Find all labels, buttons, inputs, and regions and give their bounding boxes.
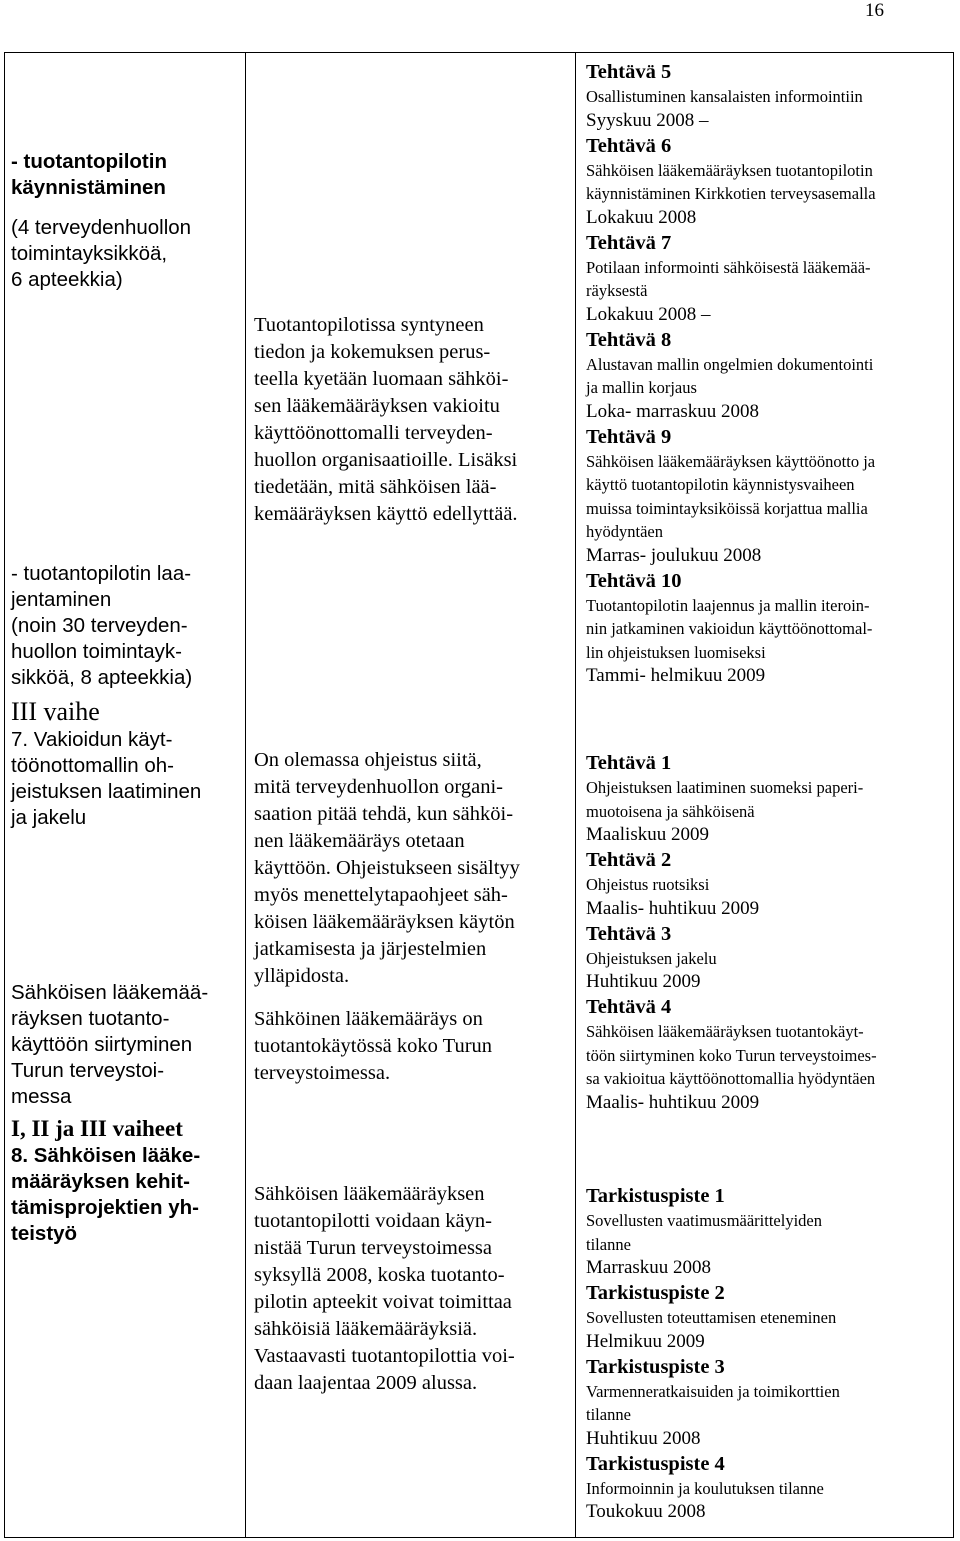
outcome-paragraph-1: [254, 312, 572, 544]
outcome-text-1: [254, 312, 572, 528]
text-line: jatkamisesta ja järjestelmien: [254, 938, 487, 960]
task-date: Toukokuu 2008: [586, 1501, 706, 1522]
outcome-text-2: [254, 747, 572, 990]
text-line: Vastaavasti tuotantopilottia voi-: [254, 1345, 515, 1367]
text-line: sähköisiä lääkemääräyksiä.: [254, 1318, 478, 1340]
task-description-line: Sähköisen lääkemääräyksen tuotantopilotin: [586, 160, 873, 180]
task-item: [586, 1183, 948, 1280]
text-line: messa: [11, 1085, 72, 1108]
task-description-line: Potilaan informointi sähköisestä lääkemää-: [586, 257, 871, 277]
text-line: 7. Vakioidun käyt-: [11, 728, 173, 751]
task-item: [586, 424, 948, 568]
task-date: Huhtikuu 2009: [586, 971, 701, 992]
text-line: tuotantopilotti voidaan käyn-: [254, 1210, 492, 1232]
task-date: Maalis- huhtikuu 2009: [586, 897, 760, 919]
item-7-text: [11, 727, 241, 831]
task-date: Marras- joulukuu 2008: [586, 544, 762, 566]
task-title: Tehtävä 3: [586, 922, 672, 945]
text-line: Turun terveystoi-: [11, 1059, 165, 1082]
task-date: Helmikuu 2009: [586, 1330, 705, 1352]
text-line: (noin 30 terveyden-: [11, 614, 188, 637]
task-date: Lokakuu 2008: [586, 206, 697, 228]
task-item: [586, 1451, 948, 1525]
task-date: Huhtikuu 2008: [586, 1427, 701, 1449]
task-description-line: hyödyntäen: [586, 522, 663, 541]
text-line: sikköä, 8 apteekkia): [11, 666, 193, 689]
task-description-line: Sovellusten toteuttamisen eteneminen: [586, 1308, 837, 1327]
text-line: 6 apteekkia): [11, 268, 123, 291]
text-line: terveystoimessa.: [254, 1062, 391, 1084]
text-line: kemääräyksen käyttö edellyttää.: [254, 503, 518, 525]
text-line: syksyllä 2008, koska tuotanto-: [254, 1264, 505, 1286]
task-description-line: ja mallin korjaus: [586, 378, 697, 397]
task-item: [586, 1280, 948, 1354]
text-line: - tuotantopilotin laa-: [11, 562, 192, 585]
task-description-line: Informoinnin ja koulutuksen tilanne: [586, 1478, 824, 1498]
project-plan-table: [4, 52, 954, 1538]
task-group-2: [586, 750, 948, 1115]
transition-block: [11, 980, 241, 1247]
phase-column: [5, 53, 246, 1537]
text-line: Sähköisen lääkemää-: [11, 981, 209, 1004]
task-title: Tehtävä 9: [586, 425, 672, 448]
text-line: ylläpidosta.: [254, 965, 350, 987]
text-line: köisen lääkemääräyksen käytön: [254, 911, 515, 933]
page-number: 16: [865, 0, 884, 21]
text-line: teella kyetään luomaan sähköi-: [254, 368, 509, 390]
task-item: [586, 1354, 948, 1451]
task-description-line: lin ohjeistuksen luomiseksi: [586, 642, 766, 662]
text-line: Sähköisen lääkemääräyksen: [254, 1183, 485, 1205]
text-line: huollon toimintayk-: [11, 640, 182, 663]
task-description-line: tilanne: [586, 1405, 631, 1424]
task-item: [586, 568, 948, 689]
task-item: [586, 230, 948, 327]
task-title: Tehtävä 6: [586, 134, 672, 157]
task-description-line: Sovellusten vaatimusmäärittelyiden: [586, 1211, 822, 1230]
task-description-line: käyttö tuotantopilotin käynnistysvaiheen: [586, 475, 855, 494]
task-item: [586, 133, 948, 230]
task-title: Tehtävä 10: [586, 569, 682, 592]
task-description-line: Alustavan mallin ongelmien dokumentointi: [586, 354, 874, 374]
pilot-start-block: [11, 149, 241, 293]
text-line: sen lääkemääräyksen vakioitu: [254, 395, 500, 417]
task-description-line: räyksestä: [586, 281, 648, 300]
text-line: töönottomallin oh-: [11, 754, 174, 777]
pilot-expansion-block: [11, 561, 241, 831]
task-description-line: käynnistäminen Kirkkotien terveysasemalla: [586, 184, 876, 203]
task-description-line: sa vakioitua käyttöönottomallia hyödyntäen: [586, 1069, 876, 1088]
task-description-line: Osallistuminen kansalaisten informointiin: [586, 87, 863, 106]
text-line: käyttöönottomalli terveyden-: [254, 422, 493, 444]
task-title: Tehtävä 8: [586, 328, 672, 351]
task-title: Tarkistuspiste 1: [586, 1185, 725, 1207]
task-title: Tehtävä 4: [586, 996, 672, 1018]
text-line: toimintayksikköä,: [11, 242, 168, 265]
task-title: Tehtävä 7: [586, 231, 672, 254]
task-date: Syyskuu 2008 –: [586, 109, 709, 131]
text-line: nistää Turun terveystoimessa: [254, 1237, 493, 1259]
task-title: Tehtävä 5: [586, 61, 672, 83]
task-date: Tammi- helmikuu 2009: [586, 665, 766, 686]
text-line: Sähköinen lääkemääräys on: [254, 1008, 483, 1030]
task-title: Tehtävä 1: [586, 752, 672, 774]
task-description-line: Ohjeistus ruotsiksi: [586, 875, 710, 894]
task-date: Maalis- huhtikuu 2009: [586, 1091, 760, 1113]
outcome-paragraph-2: [254, 747, 572, 1103]
text-line: On olemassa ohjeistus siitä,: [254, 749, 482, 771]
text-line: ja jakelu: [11, 806, 87, 829]
text-line: räyksen tuotanto-: [11, 1007, 170, 1030]
task-item: [586, 59, 948, 133]
text-line: huollon organisaatioille. Lisäksi: [254, 449, 518, 471]
text-line: jentaminen: [11, 588, 112, 611]
pilot-start-units: [11, 215, 241, 293]
task-description-line: muotoisena ja sähköisenä: [586, 801, 755, 821]
task-title: Tarkistuspiste 4: [586, 1452, 725, 1475]
task-title: Tarkistuspiste 3: [586, 1355, 725, 1378]
text-line: jeistuksen laatiminen: [11, 780, 202, 803]
text-line: teistyö: [11, 1222, 78, 1245]
task-description-line: Sähköisen lääkemääräyksen käyttöönotto ja: [586, 451, 876, 471]
task-description-line: tilanne: [586, 1234, 631, 1254]
outcome-text-4: [254, 1181, 572, 1397]
task-title: Tarkistuspiste 2: [586, 1282, 725, 1304]
task-description-line: muissa toimintayksiköissä korjattua mallia: [586, 498, 868, 518]
text-line: määräyksen kehit-: [11, 1170, 190, 1193]
phase-3-heading: III vaihe: [11, 697, 100, 726]
pilot-expansion-text: [11, 561, 241, 691]
task-date: Marraskuu 2008: [586, 1257, 712, 1278]
task-date: Lokakuu 2008 –: [586, 303, 711, 325]
task-description-line: Ohjeistuksen laatiminen suomeksi paperi-: [586, 778, 864, 797]
text-line: saation pitää tehdä, kun sähköi-: [254, 803, 514, 825]
text-line: tuotantokäytössä koko Turun: [254, 1035, 493, 1057]
text-line: Tuotantopilotissa syntyneen: [254, 314, 484, 336]
task-item: [586, 327, 948, 424]
task-description-line: nin jatkaminen vakioidun käyttöönottomal-: [586, 619, 873, 638]
task-description-line: Ohjeistuksen jakelu: [586, 948, 717, 968]
task-title: Tehtävä 2: [586, 849, 672, 871]
task-description-line: Sähköisen lääkemääräyksen tuotantokäyt-: [586, 1022, 864, 1041]
text-line: tiedetään, mitä sähköisen lää-: [254, 476, 497, 498]
all-phases-heading: I, II ja III vaiheet: [11, 1116, 183, 1141]
task-description-line: Varmenneratkaisuiden ja toimikorttien: [586, 1381, 840, 1401]
text-line: tiedon ja kokemuksen perus-: [254, 341, 491, 363]
text-line: käynnistäminen: [11, 176, 166, 199]
text-line: 8. Sähköisen lääke-: [11, 1144, 201, 1167]
text-line: - tuotantopilotin: [11, 150, 167, 173]
text-line: daan laajentaa 2009 alussa.: [254, 1372, 478, 1394]
text-line: tämisprojektien yh-: [11, 1196, 199, 1219]
task-description-line: töön siirtyminen koko Turun terveystoimes-: [586, 1045, 877, 1065]
text-line: käyttöön siirtyminen: [11, 1033, 193, 1056]
task-item: [586, 847, 948, 921]
task-item: [586, 994, 948, 1115]
text-line: (4 terveydenhuollon: [11, 216, 192, 239]
text-line: pilotin apteekit voivat toimittaa: [254, 1291, 512, 1313]
task-date: Loka- marraskuu 2008: [586, 400, 760, 422]
task-description-line: Tuotantopilotin laajennus ja mallin iteroin-: [586, 595, 870, 615]
tasks-column: [576, 53, 953, 1537]
outcome-text-3: [254, 1006, 572, 1087]
transition-text: [11, 980, 241, 1110]
pilot-start-heading: [11, 149, 241, 201]
text-line: käyttöön. Ohjeistukseen sisältyy: [254, 857, 520, 879]
text-line: myös menettelytapaohjeet säh-: [254, 884, 508, 906]
checkpoint-group: [586, 1183, 948, 1524]
task-date: Maaliskuu 2009: [586, 824, 709, 845]
item-8-text: [11, 1143, 241, 1247]
task-item: [586, 921, 948, 995]
text-line: nen lääkemääräys otetaan: [254, 830, 465, 852]
outcome-paragraph-4: [254, 1181, 572, 1413]
text-line: mitä terveydenhuollon organi-: [254, 776, 503, 798]
task-group-1: [586, 59, 948, 688]
task-item: [586, 750, 948, 847]
outcome-column: [246, 53, 576, 1537]
